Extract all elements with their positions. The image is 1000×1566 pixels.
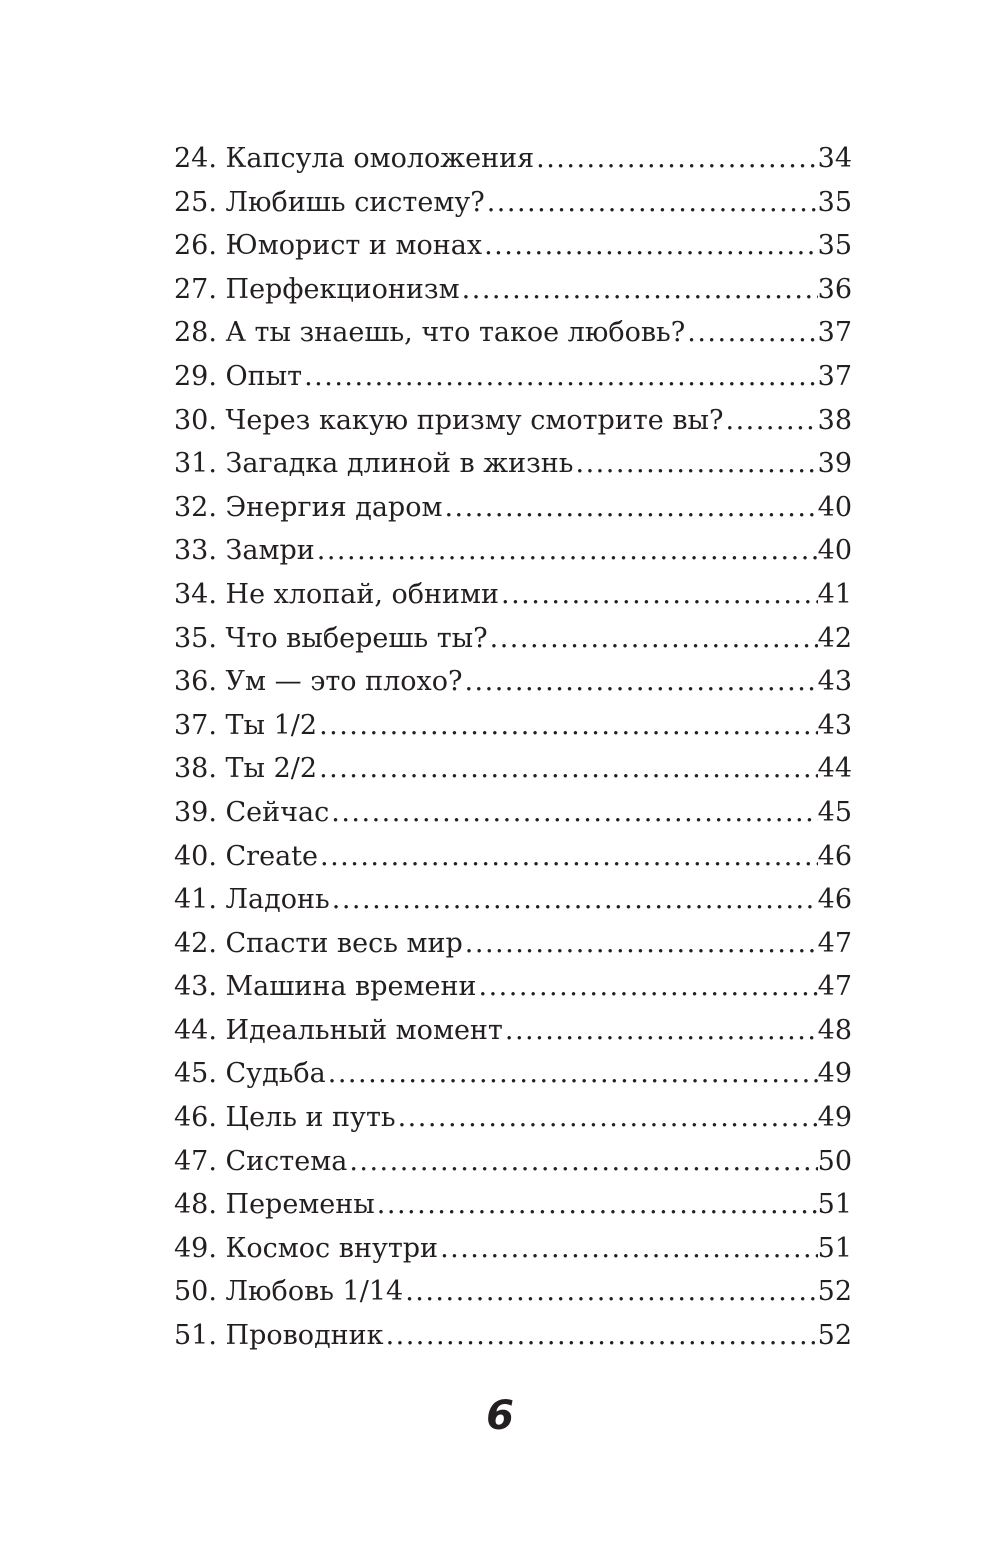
toc-entry-page: 47 [817, 927, 852, 959]
toc-entry[interactable] [174, 355, 852, 399]
toc-entry-page: 47 [817, 971, 852, 1003]
toc-entry-page: 48 [817, 1014, 852, 1046]
dot-leader [482, 224, 818, 268]
toc-entry[interactable] [174, 1052, 852, 1096]
toc-entry-title: 50. Любовь 1/14 [174, 1276, 404, 1308]
toc-entry[interactable] [174, 268, 852, 312]
toc-entry-page: 36 [817, 273, 852, 305]
dot-leader [302, 355, 818, 399]
toc-entry[interactable] [174, 1314, 852, 1358]
toc-entry-page: 37 [817, 360, 852, 392]
dot-leader [485, 181, 818, 225]
toc-entry-page: 35 [817, 230, 852, 262]
toc-entry[interactable] [174, 1270, 852, 1314]
toc-entry[interactable] [174, 1140, 852, 1184]
toc-entry-title: 28. А ты знаешь, что такое любовь? [174, 317, 686, 349]
toc-entry-title: 31. Загадка длиной в жизнь [174, 448, 574, 480]
toc-entry[interactable] [174, 617, 852, 661]
dot-leader [326, 1052, 818, 1096]
dot-leader [574, 442, 818, 486]
toc-entry-page: 34 [817, 143, 852, 174]
toc-entry-page: 50 [817, 1145, 852, 1177]
dot-leader [375, 1183, 818, 1227]
toc-entry-title: 40. Create [174, 840, 318, 872]
toc-entry-page: 35 [817, 186, 852, 218]
dot-leader [442, 486, 817, 530]
dot-leader [347, 1140, 817, 1184]
toc-entry[interactable] [174, 311, 852, 355]
toc-entry-page: 51 [817, 1232, 852, 1264]
toc-entry-page: 52 [817, 1276, 852, 1308]
toc-entry-page: 43 [817, 666, 852, 698]
toc-entry-page: 38 [817, 404, 852, 436]
toc-entry[interactable] [174, 965, 852, 1009]
toc-entry-title: 36. Ум — это плохо? [174, 666, 463, 698]
toc-entry[interactable] [174, 660, 852, 704]
toc-entry[interactable] [174, 137, 852, 181]
toc-entry-page: 43 [817, 709, 852, 741]
toc-entry-title: 39. Сейчас [174, 796, 330, 828]
toc-entry-title: 32. Энергия даром [174, 491, 443, 523]
toc-entry[interactable] [174, 1009, 852, 1053]
dot-leader [329, 791, 817, 835]
dot-leader [317, 747, 818, 791]
toc-entry-page: 41 [817, 578, 852, 610]
toc-entry-title: 35. Что выберешь ты? [174, 622, 488, 654]
dot-leader [685, 311, 817, 355]
toc-entry-title: 33. Замри [174, 535, 315, 567]
dot-leader [488, 617, 818, 661]
dot-leader [462, 660, 817, 704]
dot-leader [438, 1227, 818, 1271]
toc-entry-title: 25. Любишь систему? [174, 186, 485, 218]
dot-leader [724, 399, 818, 443]
toc-entry-title: 51. Проводник [174, 1320, 384, 1352]
dot-leader [315, 529, 818, 573]
toc-entry-title: 43. Машина времени [174, 971, 477, 1003]
dot-leader [318, 835, 818, 879]
toc-entry-page: 46 [817, 840, 852, 872]
toc-entry[interactable] [174, 573, 852, 617]
toc-entry-page: 40 [817, 491, 852, 523]
toc-entry-title: 45. Судьба [174, 1058, 326, 1090]
toc-entry[interactable] [174, 442, 852, 486]
toc-entry-title: 48. Перемены [174, 1189, 375, 1221]
toc-entry-page: 39 [817, 448, 852, 480]
dot-leader [317, 704, 818, 748]
toc-entry[interactable] [174, 529, 852, 573]
dot-leader [460, 268, 818, 312]
toc-entry[interactable] [174, 747, 852, 791]
toc-entry-title: 44. Идеальный момент [174, 1014, 503, 1046]
toc-entry[interactable] [174, 1183, 852, 1227]
toc-entry-title: 42. Спасти весь мир [174, 927, 463, 959]
toc-entry-title: 37. Ты 1/2 [174, 709, 318, 741]
toc-entry-title: 29. Опыт [174, 360, 303, 392]
toc-entry[interactable] [174, 224, 852, 268]
toc-entry-title: 24. Капсула омоложения [174, 143, 535, 174]
toc-entry-page: 46 [817, 884, 852, 916]
toc-entry-title: 34. Не хлопай, обними [174, 578, 500, 610]
toc-entry-page: 37 [817, 317, 852, 349]
toc-entry-title: 38. Ты 2/2 [174, 753, 318, 785]
dot-leader [463, 922, 818, 966]
toc-entry-title: 49. Космос внутри [174, 1232, 439, 1264]
toc-entry-title: 41. Ладонь [174, 884, 330, 916]
toc-entry[interactable] [174, 835, 852, 879]
toc-entry-page: 44 [817, 753, 852, 785]
toc-entry[interactable] [174, 704, 852, 748]
dot-leader [476, 965, 817, 1009]
dot-leader [330, 878, 818, 922]
toc-entry-page: 45 [817, 796, 852, 828]
toc-entry-page: 49 [817, 1102, 852, 1134]
toc-entry-title: 46. Цель и путь [174, 1102, 396, 1134]
toc-entry-page: 42 [817, 622, 852, 654]
dot-leader [534, 137, 818, 181]
toc-entry[interactable] [174, 1227, 852, 1271]
toc-entry[interactable] [174, 878, 852, 922]
dot-leader [396, 1096, 818, 1140]
toc-entry[interactable] [174, 1096, 852, 1140]
toc-entry[interactable] [174, 791, 852, 835]
dot-leader [403, 1270, 817, 1314]
toc-entry-page: 52 [817, 1320, 852, 1352]
toc-entry-title: 27. Перфекционизм [174, 273, 460, 305]
toc-entry-title: 47. Система [174, 1145, 348, 1177]
page-number: 6 [486, 1393, 514, 1439]
dot-leader [499, 573, 818, 617]
toc-entry[interactable] [174, 922, 852, 966]
toc-entry-page: 40 [817, 535, 852, 567]
table-of-contents [174, 137, 852, 1358]
toc-entry[interactable] [174, 181, 852, 225]
toc-entry-title: 30. Через какую призму смотрите вы? [174, 404, 724, 436]
toc-entry-title: 26. Юморист и монах [174, 230, 483, 262]
dot-leader [384, 1314, 818, 1358]
toc-entry-page: 51 [817, 1189, 852, 1221]
toc-entry[interactable] [174, 486, 852, 530]
toc-entry-page: 49 [817, 1058, 852, 1090]
dot-leader [503, 1009, 818, 1053]
toc-entry[interactable] [174, 399, 852, 443]
